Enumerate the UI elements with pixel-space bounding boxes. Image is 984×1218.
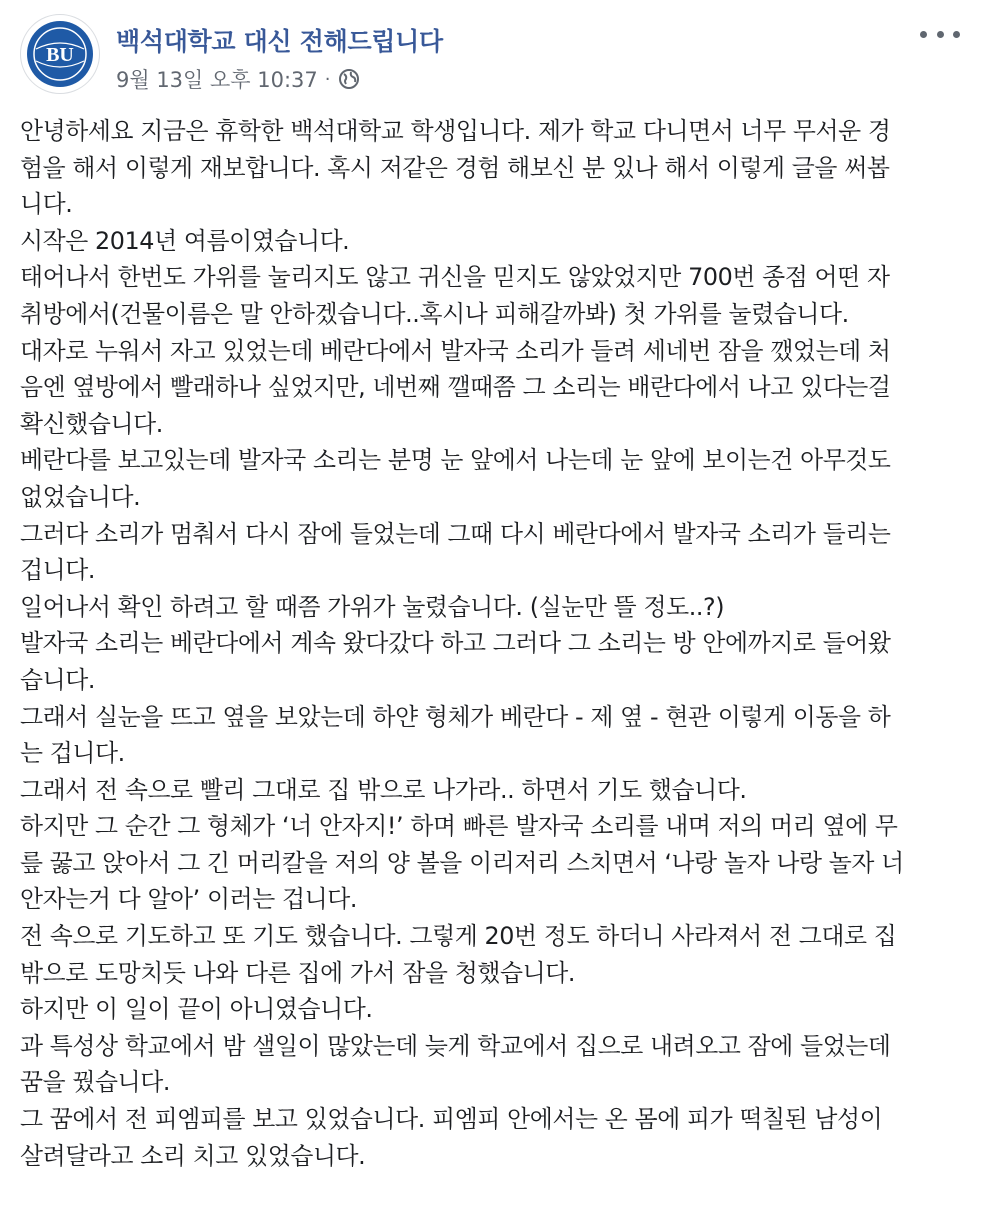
post-text-line: 하지만 이 일이 끝이 아니였습니다. xyxy=(20,995,373,1024)
post-text-line: 그래서 전 속으로 빨리 그대로 집 밖으로 나가라.. 하면서 기도 했습니다. xyxy=(20,775,747,804)
post-text-line: 살려달라고 소리 치고 있었습니다. xyxy=(20,1141,366,1170)
post-text-line: 그 꿈에서 전 피엠피를 보고 있었습니다. 피엠피 안에서는 온 몸에 피가 떡칠된 남성이 xyxy=(20,1105,883,1134)
more-dot-icon xyxy=(953,31,960,38)
post-meta xyxy=(116,64,360,94)
more-dot-icon xyxy=(920,31,927,38)
post-text-line: 릎 꿇고 앉아서 그 긴 머리칼을 저의 양 볼을 이리저리 스치면서 ‘나랑 놀자 나랑 놀자 너 xyxy=(20,848,904,877)
globe-icon[interactable] xyxy=(338,68,360,90)
post-text-line: 험을 해서 이렇게 재보합니다. 혹시 저같은 경험 해보신 분 있나 해서 이렇게 글을 써봅 xyxy=(20,153,890,182)
more-dot-icon xyxy=(937,31,944,38)
post-text-line: 전 속으로 기도하고 또 기도 했습니다. 그렇게 20번 정도 하더니 사라져서 전 그대로 집 xyxy=(20,922,897,951)
post-text-line: 안녕하세요 지금은 휴학한 백석대학교 학생입니다. 제가 학교 다니면서 너무 무서운 경 xyxy=(20,117,891,145)
post-text-line: 그러다 소리가 멈춰서 다시 잠에 들었는데 그때 다시 베란다에서 발자국 소리가 들리는 xyxy=(20,519,891,548)
post-text-line: 밖으로 도망치듯 나와 다른 집에 가서 잠을 청했습니다. xyxy=(20,958,575,987)
post-text-line: 대자로 누워서 자고 있었는데 베란다에서 발자국 소리가 들려 세네번 잠을 깼었는데 처 xyxy=(20,336,891,365)
post-text-line: 그래서 실눈을 뜨고 옆을 보았는데 하얀 형체가 베란다 - 제 옆 - 현관 이렇게 이동을 하 xyxy=(20,702,891,731)
page-name-link[interactable]: 백석대학교 대신 전해드립니다 xyxy=(116,27,443,56)
post-text-line: 발자국 소리는 베란다에서 계속 왔다갔다 하고 그러다 그 소리는 방 안에까지로 들어왔 xyxy=(20,629,891,658)
post-text-line: 꿈을 꿨습니다. xyxy=(20,1068,171,1097)
logo-text: BU xyxy=(46,44,74,66)
meta-separator: · xyxy=(324,68,331,90)
post-header xyxy=(20,14,964,94)
post-text-line: 시작은 2014년 여름이였습니다. xyxy=(20,226,350,255)
post-text-line: 겁니다. xyxy=(20,556,96,585)
post-text-line: 베란다를 보고있는데 발자국 소리는 분명 눈 앞에서 나는데 눈 앞에 보이는건 아무것도 xyxy=(20,446,891,475)
bu-logo-icon xyxy=(21,15,99,93)
post-text-line: 하지만 그 순간 그 형체가 ‘너 안자지!’ 하며 빠른 발자국 소리를 내며 저의 머리 옆에 무 xyxy=(20,812,898,841)
post-text-line: 일어나서 확인 하려고 할 때쯤 가위가 눌렸습니다. (실눈만 뜰 정도..?) xyxy=(20,592,725,621)
post-text-line: 확신했습니다. xyxy=(20,409,163,438)
post-text-line: 니다. xyxy=(20,190,73,219)
post-timestamp[interactable]: 9월 13일 오후 10:37 xyxy=(116,68,318,92)
page-avatar[interactable] xyxy=(20,14,100,94)
more-options-button[interactable] xyxy=(920,20,960,48)
post-text-line: 습니다. xyxy=(20,665,96,694)
post-body-text xyxy=(20,113,970,1174)
post-text-line: 없었습니다. xyxy=(20,482,141,511)
post-text-line: 음엔 옆방에서 빨래하나 싶었지만, 네번째 깰때쯤 그 소리는 배란다에서 나고 있다는걸 xyxy=(20,373,891,402)
post-text-line: 는 겁니다. xyxy=(20,739,125,768)
post-text-line: 태어나서 한번도 가위를 눌리지도 않고 귀신을 믿지도 않았었지만 700번 종점 어떤 자 xyxy=(20,263,890,292)
post-text-line: 안자는거 다 알아’ 이러는 겁니다. xyxy=(20,885,358,914)
post-text-line: 과 특성상 학교에서 밤 샐일이 많았는데 늦게 학교에서 집으로 내려오고 잠에 들었는데 xyxy=(20,1031,891,1060)
post-text-line: 취방에서(건물이름은 말 안하겠습니다..혹시나 피해갈까봐) 첫 가위를 눌렸습니다. xyxy=(20,299,849,328)
